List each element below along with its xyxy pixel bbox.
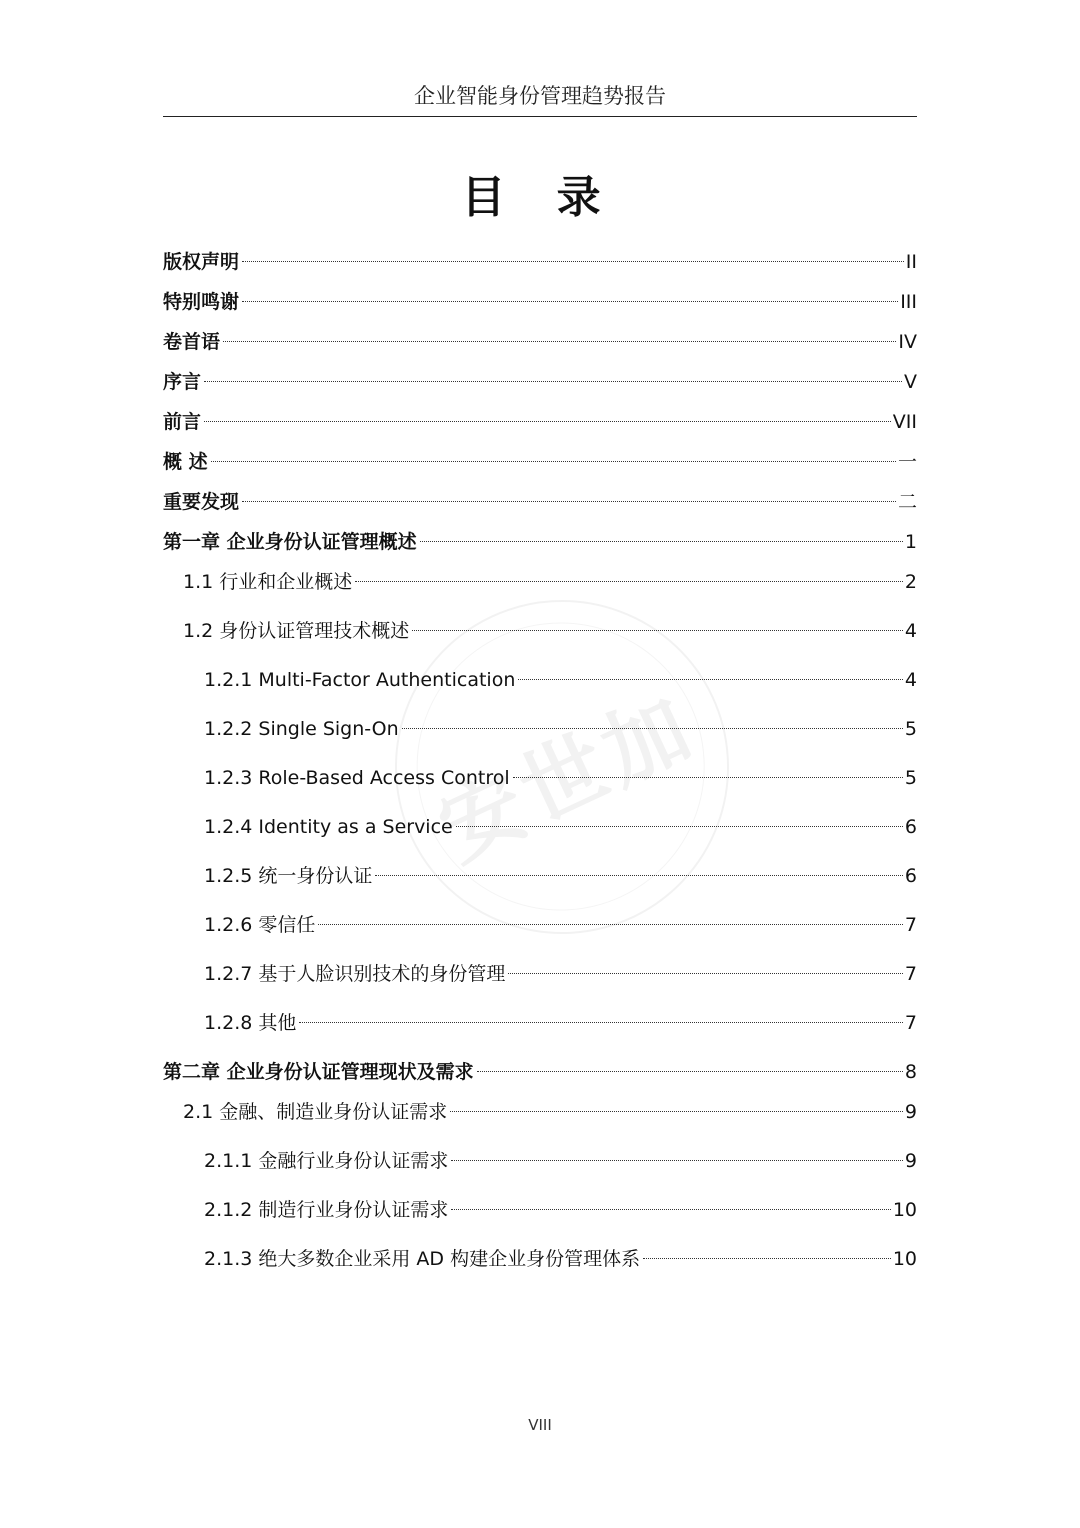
toc-entry-label: 1.2.5 统一身份认证 [204, 865, 373, 887]
toc-entry-page: 4 [904, 669, 917, 691]
toc-entry-1-2-6[interactable] [204, 910, 917, 940]
toc-entry-page: 7 [904, 914, 917, 936]
toc-entry-label: 1.2.4 Identity as a Service [204, 816, 453, 838]
toc-entry-1-2-8[interactable] [204, 1008, 917, 1038]
toc-leader [518, 679, 903, 680]
toc-entry-label: 1.1 行业和企业概述 [183, 571, 353, 593]
toc-entry-label: 版权声明 [163, 251, 240, 273]
toc-entry-page: 9 [904, 1150, 917, 1172]
toc-entry-label: 1.2.3 Role-Based Access Control [204, 767, 510, 789]
toc-entry-page: 8 [904, 1061, 917, 1083]
toc-leader [451, 1209, 890, 1210]
toc-entry-acknowledgements[interactable] [163, 287, 917, 317]
page-footer [0, 1416, 1080, 1434]
toc-entry-2-1-3[interactable] [204, 1244, 917, 1274]
toc-entry-page: III [900, 291, 917, 313]
running-header [163, 80, 917, 117]
toc-leader [508, 973, 903, 974]
toc-entry-label: 1.2.6 零信任 [204, 914, 316, 936]
toc-entry-label: 前言 [163, 411, 202, 433]
toc-leader [375, 875, 903, 876]
toc-leader [242, 261, 904, 262]
toc-entry-label: 第二章 企业身份认证管理现状及需求 [163, 1061, 474, 1083]
toc-entry-page: 5 [904, 718, 917, 740]
toc-entry-page: VII [892, 411, 917, 433]
toc-entry-label: 2.1.1 金融行业身份认证需求 [204, 1150, 449, 1172]
toc-leader [242, 501, 896, 502]
toc-title: 目 录 [461, 172, 619, 223]
toc-entry-2-1-1[interactable] [204, 1146, 917, 1176]
toc-entry-page: 2 [904, 571, 917, 593]
toc-entry-label: 概 述 [163, 451, 208, 473]
toc-entry-page: 1 [904, 531, 917, 553]
toc-entry-label: 第一章 企业身份认证管理概述 [163, 531, 417, 553]
toc-entry-copyright[interactable] [163, 247, 917, 277]
toc-entry-1-2-1[interactable] [204, 665, 917, 695]
toc-leader [318, 924, 903, 925]
toc-leader [456, 826, 903, 827]
toc-entry-page: 10 [892, 1199, 917, 1221]
toc-entry-editorial[interactable] [163, 327, 917, 357]
toc-leader [299, 1022, 903, 1023]
footer-page-number: VIII [528, 1416, 552, 1434]
toc-leader [223, 341, 896, 342]
toc-entry-foreword[interactable] [163, 407, 917, 437]
toc-entry-1-1[interactable] [183, 567, 917, 597]
toc-entry-label: 1.2.7 基于人脸识别技术的身份管理 [204, 963, 506, 985]
toc-leader [355, 581, 903, 582]
toc-entry-label: 1.2.8 其他 [204, 1012, 297, 1034]
toc-entry-preface[interactable] [163, 367, 917, 397]
toc-entry-1-2-2[interactable] [204, 714, 917, 744]
toc-leader [412, 630, 903, 631]
toc-entry-chapter-2[interactable] [163, 1057, 917, 1087]
toc-entry-label: 2.1.2 制造行业身份认证需求 [204, 1199, 449, 1221]
toc-entry-2-1[interactable] [183, 1097, 917, 1127]
toc-leader [420, 541, 903, 542]
toc-entry-page: 4 [904, 620, 917, 642]
toc-entry-label: 特别鸣谢 [163, 291, 240, 313]
toc-leader [477, 1071, 903, 1072]
toc-entry-1-2-3[interactable] [204, 763, 917, 793]
toc-entry-1-2-5[interactable] [204, 861, 917, 891]
toc-entry-1-2-4[interactable] [204, 812, 917, 842]
toc-entry-overview[interactable] [163, 447, 917, 477]
toc-entry-page: 6 [904, 865, 917, 887]
toc-entry-label: 1.2 身份认证管理技术概述 [183, 620, 410, 642]
toc-entry-label: 2.1.3 绝大多数企业采用 AD 构建企业身份管理体系 [204, 1248, 641, 1270]
toc-entry-label: 序言 [163, 371, 202, 393]
toc-entry-label: 重要发现 [163, 491, 240, 513]
toc-entry-label: 卷首语 [163, 331, 221, 353]
toc-leader [402, 728, 903, 729]
toc-leader [513, 777, 903, 778]
toc-entry-key-findings[interactable] [163, 487, 917, 517]
toc-entry-1-2[interactable] [183, 616, 917, 646]
toc-entry-chapter-1[interactable] [163, 527, 917, 557]
toc-leader [643, 1258, 891, 1259]
toc-entry-page: II [905, 251, 917, 273]
toc-leader [204, 381, 902, 382]
toc-entry-label: 1.2.2 Single Sign-On [204, 718, 399, 740]
toc-entry-page: 一 [897, 451, 917, 473]
toc-leader [211, 461, 896, 462]
toc-leader [451, 1160, 903, 1161]
toc-entry-page: IV [898, 331, 917, 353]
toc-leader [242, 301, 898, 302]
toc-leader [450, 1111, 903, 1112]
toc-entry-2-1-2[interactable] [204, 1195, 917, 1225]
toc-entry-1-2-7[interactable] [204, 959, 917, 989]
toc-entry-label: 2.1 金融、制造业身份认证需求 [183, 1101, 448, 1123]
toc-entry-label: 1.2.1 Multi-Factor Authentication [204, 669, 516, 691]
toc-entry-page: V [904, 371, 917, 393]
toc-entry-page: 9 [904, 1101, 917, 1123]
watermark-text: 安世加 [423, 676, 711, 880]
toc-entry-page: 6 [904, 816, 917, 838]
toc-entry-page: 5 [904, 767, 917, 789]
toc-entry-page: 10 [892, 1248, 917, 1270]
header-title: 企业智能身份管理趋势报告 [414, 84, 666, 108]
toc-entry-page: 7 [904, 963, 917, 985]
toc-entry-page: 7 [904, 1012, 917, 1034]
toc-leader [204, 421, 891, 422]
toc-entry-page: 二 [897, 491, 917, 513]
